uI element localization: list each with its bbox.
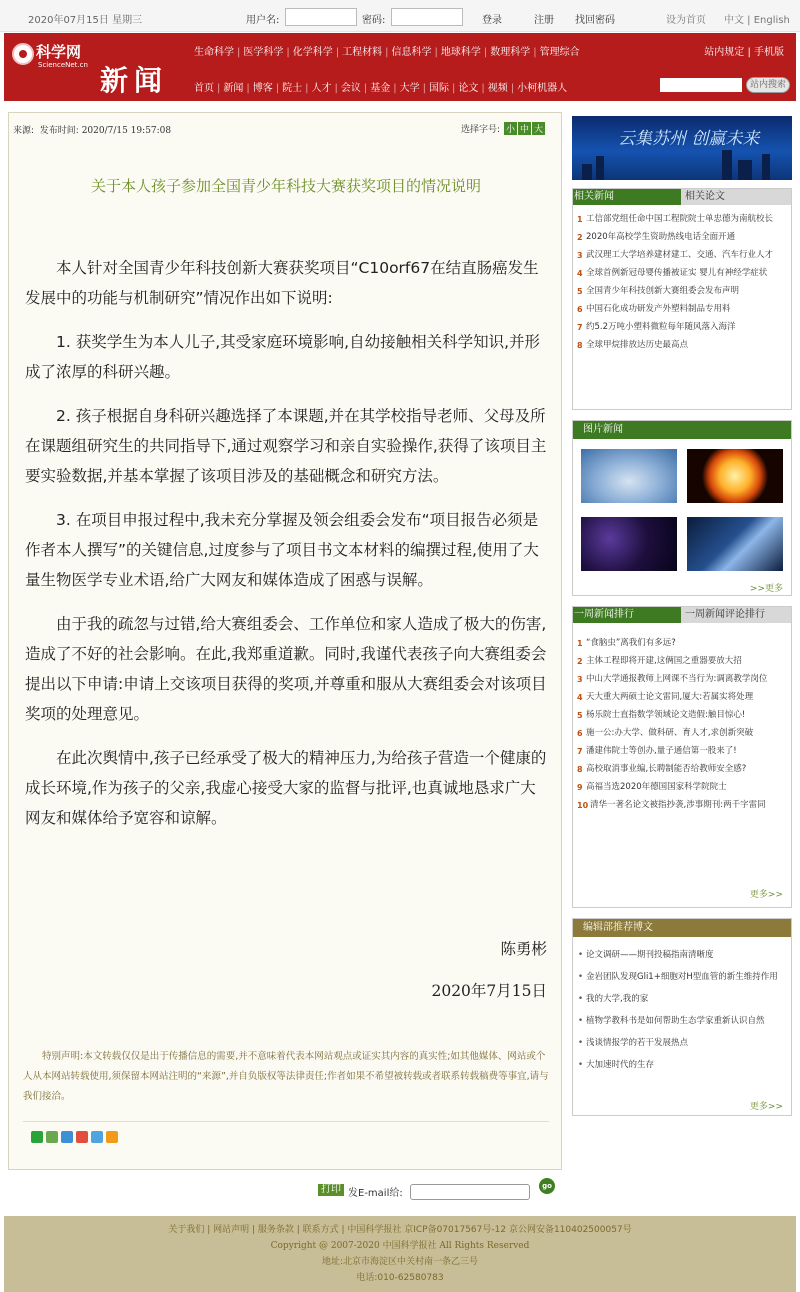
nav-separator: |: [434, 47, 438, 58]
main-nav-item[interactable]: 论文: [458, 83, 479, 94]
nav-separator: |: [305, 83, 309, 94]
list-item[interactable]: [577, 655, 789, 668]
subject-nav-item[interactable]: 化学科学: [292, 47, 333, 58]
list-item[interactable]: [577, 339, 789, 352]
list-item-text: 施一公:办大学、做科研、育人才,求创新突破: [586, 728, 754, 738]
list-item-text: 中山大学通报教师上网课不当行为:调离教学岗位: [586, 674, 768, 684]
banner-building: [582, 164, 592, 180]
email-go-button[interactable]: go: [539, 1178, 555, 1194]
banner-building: [762, 154, 770, 180]
font-size-large[interactable]: 大: [532, 122, 545, 135]
list-item[interactable]: [577, 763, 789, 776]
item-number: 9: [577, 783, 583, 792]
source-label: 来源:: [13, 126, 35, 136]
tencent-weibo-share-icon[interactable]: [91, 1131, 103, 1143]
subject-nav-item[interactable]: 医学科学: [243, 47, 284, 58]
list-item[interactable]: [577, 249, 789, 262]
site-header: [4, 33, 796, 101]
list-item[interactable]: [577, 303, 789, 316]
list-item[interactable]: [577, 1059, 789, 1072]
main-nav-item[interactable]: 小柯机器人: [517, 83, 568, 94]
item-number: 4: [577, 269, 583, 278]
banner-building: [596, 156, 604, 180]
site-search-button[interactable]: 站内搜索: [746, 77, 790, 93]
main-nav-item[interactable]: 会议: [340, 83, 361, 94]
subject-nav-item[interactable]: 地球科学: [440, 47, 481, 58]
logo-icon: [12, 43, 34, 65]
main-nav-item[interactable]: 首页: [194, 83, 214, 94]
nav-separator: |: [363, 83, 368, 94]
article-paragraph: 1. 获奖学生为本人儿子,其受家庭环境影响,自幼接触相关科学知识,并形成了浓厚的科研兴趣。: [25, 333, 540, 381]
publish-time-label: 发布时间:: [39, 126, 79, 136]
nav-separator: |: [217, 83, 221, 94]
weekly-ranking-box: [572, 606, 792, 908]
email-input[interactable]: [410, 1184, 530, 1200]
logo-domain: ScienceNet.cn: [38, 61, 88, 69]
list-item-text: “食脑虫”离我们有多远?: [586, 638, 676, 648]
logo-text: 科学网: [36, 43, 82, 61]
article-paragraph: 本人针对全国青少年科技创新大赛获奖项目“C10orf67在结直肠癌发生发展中的功能与机制研究”情况作出如下说明:: [25, 259, 539, 307]
language-switch[interactable]: 中文 | English: [724, 15, 790, 26]
list-item-text: 大加速时代的生存: [586, 1060, 655, 1070]
login-link[interactable]: 登录: [482, 15, 502, 26]
item-number: 4: [577, 693, 583, 702]
news-image-aircraft[interactable]: [581, 449, 677, 503]
item-number: 8: [577, 341, 583, 350]
article-paragraph: 由于我的疏忽与过错,给大赛组委会、工作单位和家人造成了极大的伤害,造成了不好的社会影响。在此,我郑重道歉。同时,我谨代表孩子向大赛组委会提出以下申请:申请上交该项目获得的奖项,并尊重和服从大赛组委会对该项目奖项的处理意见。: [25, 615, 547, 723]
item-number: 1: [577, 215, 583, 224]
list-item[interactable]: [577, 709, 789, 722]
list-item-text: 全国青少年科技创新大赛组委会发布声明: [586, 286, 740, 296]
list-item-text: 天大重大两硕士论文雷同,厦大:若属实将处理: [586, 692, 754, 702]
main-nav-item[interactable]: 院士: [282, 83, 303, 94]
blog-more-link[interactable]: 更多>>: [749, 1102, 783, 1112]
item-number: 10: [577, 801, 589, 810]
article-title: 关于本人孩子参加全国青少年科技大赛获奖项目的情况说明: [90, 177, 481, 195]
qzone-share-icon[interactable]: [61, 1131, 73, 1143]
article-meta: [13, 123, 171, 136]
current-date: 2020年07月15日 星期三: [28, 15, 143, 26]
font-size-small[interactable]: 小: [504, 122, 517, 135]
nav-separator: |: [275, 83, 280, 94]
share-bar: [31, 1131, 121, 1146]
list-item[interactable]: [577, 231, 789, 244]
tab-weekly-news[interactable]: 一周新闻排行: [573, 607, 681, 623]
list-item[interactable]: [577, 213, 789, 226]
news-image-sun[interactable]: [687, 449, 783, 503]
footer-copyright: Copyright @ 2007-2020 中国科学报社 All Rights Reserved: [270, 1241, 530, 1251]
list-item-text: 清华一著名论文被指抄袭,涉事期刊:两千字雷同: [590, 800, 766, 810]
main-nav-item[interactable]: 博客: [252, 83, 273, 94]
list-item[interactable]: [577, 1015, 789, 1028]
tab-related-papers[interactable]: 相关论文: [685, 191, 725, 202]
list-item-text: 高福当选2020年德国国家科学院院士: [586, 782, 727, 792]
list-item[interactable]: [577, 993, 789, 1006]
list-item[interactable]: [577, 971, 789, 984]
item-number: 2: [577, 657, 583, 666]
list-item-text: 全球甲烷排放达历史最高点: [586, 340, 689, 350]
site-rules-mobile-links[interactable]: 站内规定 | 手机版: [704, 47, 784, 58]
related-news-box: [572, 188, 792, 410]
news-image-satellite[interactable]: [687, 517, 783, 571]
nav-separator: |: [422, 83, 426, 94]
main-nav-item[interactable]: 基金: [370, 83, 391, 94]
list-item[interactable]: [577, 285, 789, 298]
list-item-text: 论文调研——期刊投稿指南清晰度: [586, 950, 714, 960]
blog-picks-box: [572, 918, 792, 1116]
news-image-space[interactable]: [581, 517, 677, 571]
set-home-link[interactable]: 设为首页: [666, 15, 706, 26]
subject-nav-item[interactable]: 管理综合: [539, 47, 580, 58]
font-size-medium[interactable]: 中: [518, 122, 531, 135]
site-search-input[interactable]: [660, 78, 742, 92]
list-item-text: 我的大学,我的家: [586, 994, 649, 1004]
footer-phone: 电话:010-62580783: [356, 1273, 444, 1283]
footer-links[interactable]: 关于我们 | 网站声明 | 服务条款 | 联系方式 | 中国科学报社 京ICP备07017567号-12 京公网安备110402500057号: [168, 1225, 632, 1235]
list-item-text: 2020年高校学生资助热线电话全面开通: [586, 232, 736, 242]
list-item-text: 中国石化成功研发产外塑料制品专用料: [586, 304, 731, 314]
list-item[interactable]: [577, 691, 789, 704]
list-item-text: 武汉理工大学培养建材建工、交通、汽车行业人才: [586, 250, 774, 260]
promo-banner[interactable]: [572, 116, 792, 180]
bullet-icon: •: [578, 972, 584, 982]
item-number: 6: [577, 305, 583, 314]
item-number: 7: [577, 747, 583, 756]
divider: [23, 1121, 549, 1122]
email-label: 发E-mail给:: [348, 1188, 403, 1199]
list-item[interactable]: [577, 781, 789, 794]
article-paragraph: 3. 在项目申报过程中,我未充分掌握及领会组委会发布“项目报告必须是作者本人撰写”的关键信息,过度参与了项目书文本材料的编撰过程,使用了大量生物医学专业术语,给广大网友和媒体造成了困惑与误解。: [25, 511, 539, 589]
article-date: 2020年7月15日: [431, 982, 547, 1000]
register-link[interactable]: 注册: [534, 15, 554, 26]
list-item[interactable]: [577, 1037, 789, 1050]
list-item-text: 杨乐院士直指数学领域论文造假:触目惊心!: [586, 710, 746, 720]
subject-nav: [194, 43, 580, 58]
picture-news-title: 图片新闻: [573, 421, 791, 439]
list-item-text: 主体工程即将开建,这俩国之重器要放大招: [586, 656, 742, 666]
channel-title: 新闻: [100, 64, 169, 97]
list-item-text: 高校取消事业编,长聘制能否给教师安全感?: [586, 764, 747, 774]
main-nav-item[interactable]: 大学: [399, 83, 420, 94]
item-number: 5: [577, 287, 583, 296]
nav-separator: |: [334, 83, 338, 94]
article-signature: 陈勇彬: [500, 940, 547, 958]
bullet-icon: •: [578, 1060, 584, 1070]
article-paragraph: 2. 孩子根据自身科研兴趣选择了本课题,并在其学校指导老师、父母及所在课题组研究生的共同指导下,通过观察学习和亲自实验操作,获得了该项目主要实验数据,并基本掌握了该项目涉及的基础概念和研究方法。: [25, 407, 547, 485]
article-body: [25, 253, 547, 847]
nav-separator: |: [452, 83, 456, 94]
list-item-text: 浅谈情报学的若干发展热点: [586, 1038, 689, 1048]
item-number: 1: [577, 639, 583, 648]
username-input[interactable]: [285, 8, 357, 26]
footer-address: 地址:北京市海淀区中关村南一条乙三号: [321, 1257, 479, 1267]
list-item[interactable]: [577, 745, 789, 758]
list-item[interactable]: [577, 727, 789, 740]
item-number: 7: [577, 323, 583, 332]
subject-nav-item[interactable]: 数理科学: [490, 47, 531, 58]
item-number: 2: [577, 233, 583, 242]
nav-separator: |: [286, 47, 290, 58]
bullet-icon: •: [578, 950, 584, 960]
ranking-list: [577, 637, 789, 817]
list-item-text: 工信部党组任命中国工程院院士单忠德为南航校长: [586, 214, 774, 224]
list-item[interactable]: [577, 949, 789, 962]
list-item-text: 全球首例新冠母婴传播被证实 婴儿有神经学症状: [586, 268, 768, 278]
banner-building: [738, 160, 752, 180]
ranking-more-link[interactable]: 更多>>: [749, 890, 783, 900]
site-footer: [4, 1216, 796, 1292]
main-nav-item[interactable]: 国际: [429, 83, 449, 94]
nav-separator: |: [385, 47, 389, 58]
list-item[interactable]: [577, 799, 789, 812]
bullet-icon: •: [578, 1038, 584, 1048]
subject-nav-item[interactable]: 工程材料: [342, 47, 383, 58]
tab-weekly-comments[interactable]: 一周新闻评论排行: [685, 609, 765, 620]
list-item[interactable]: [577, 321, 789, 334]
password-input[interactable]: [391, 8, 463, 26]
friends-share-icon[interactable]: [46, 1131, 58, 1143]
item-number: 3: [577, 251, 583, 260]
item-number: 3: [577, 675, 583, 684]
print-button[interactable]: 打印: [318, 1184, 344, 1196]
main-nav-item[interactable]: 新闻: [223, 83, 244, 94]
main-nav-item[interactable]: 人才: [311, 83, 332, 94]
password-label: 密码:: [362, 15, 386, 26]
nav-separator: |: [393, 83, 397, 94]
nav-separator: |: [533, 47, 537, 58]
weibo-share-icon[interactable]: [76, 1131, 88, 1143]
article-paragraph: 在此次舆情中,孩子已经承受了极大的精神压力,为给孩子营造一个健康的成长环境,作为孩子的父亲,我虚心接受大家的监督与批评,也真诚地恳求广大网友和媒体给予宽容和谅解。: [25, 749, 547, 827]
disclaimer: 特别声明:本文转载仅仅是出于传播信息的需要,并不意味着代表本网站观点或证实其内容的真实性;如其他媒体、网站或个人从本网站转载使用,须保留本网站注明的“来源”,并自负版权等法律责任;作者如果不希望被转载或者联系转载稿费等事宜,请与我们接洽。: [23, 1051, 549, 1102]
list-item[interactable]: [577, 673, 789, 686]
more-share-icon[interactable]: [106, 1131, 118, 1143]
publish-time: 2020/7/15 19:57:08: [81, 126, 172, 136]
list-item-text: 金岩团队发现Gli1+细胞对H型血管的新生维持作用: [586, 972, 778, 982]
picture-news-box: [572, 420, 792, 596]
blog-list: [577, 949, 789, 1081]
list-item-text: 潘建伟院士等创办,量子通信第一股来了!: [586, 746, 737, 756]
list-item[interactable]: [577, 267, 789, 280]
article-panel: [8, 112, 562, 1170]
top-bar: [0, 0, 800, 32]
list-item[interactable]: [577, 637, 789, 650]
site-logo[interactable]: [10, 37, 90, 97]
subject-nav-item[interactable]: 信息科学: [391, 47, 432, 58]
nav-separator: |: [237, 47, 241, 58]
list-item-text: 约5.2万吨小塑料微粒每年随风落入海洋: [586, 322, 736, 332]
item-number: 5: [577, 711, 583, 720]
font-size-selector: [461, 122, 545, 135]
font-size-label: 选择字号:: [461, 125, 501, 135]
bullet-icon: •: [578, 994, 584, 1004]
username-label: 用户名:: [246, 15, 280, 26]
banner-title: 云集苏州 创赢未来: [618, 129, 760, 149]
nav-separator: |: [335, 47, 340, 58]
nav-separator: |: [246, 83, 250, 94]
nav-separator: |: [481, 83, 485, 94]
wechat-share-icon[interactable]: [31, 1131, 43, 1143]
main-nav-item[interactable]: 视频: [487, 83, 508, 94]
subject-nav-item[interactable]: 生命科学: [194, 47, 234, 58]
ranking-tabbar: [573, 607, 791, 623]
banner-building: [722, 150, 732, 180]
item-number: 6: [577, 729, 583, 738]
bullet-icon: •: [578, 1016, 584, 1026]
picture-more-link[interactable]: >>更多: [749, 584, 783, 594]
nav-separator: |: [510, 83, 515, 94]
tab-related-news[interactable]: 相关新闻: [573, 189, 681, 205]
main-nav: [194, 79, 567, 94]
blog-picks-title: 编辑部推荐博文: [573, 919, 791, 937]
related-tabbar: [573, 189, 791, 205]
nav-separator: |: [483, 47, 488, 58]
list-item-text: 植物学教科书是如何帮助生态学家重新认识自然: [586, 1016, 765, 1026]
recover-password-link[interactable]: 找回密码: [575, 15, 615, 26]
item-number: 8: [577, 765, 583, 774]
related-news-list: [577, 213, 789, 357]
